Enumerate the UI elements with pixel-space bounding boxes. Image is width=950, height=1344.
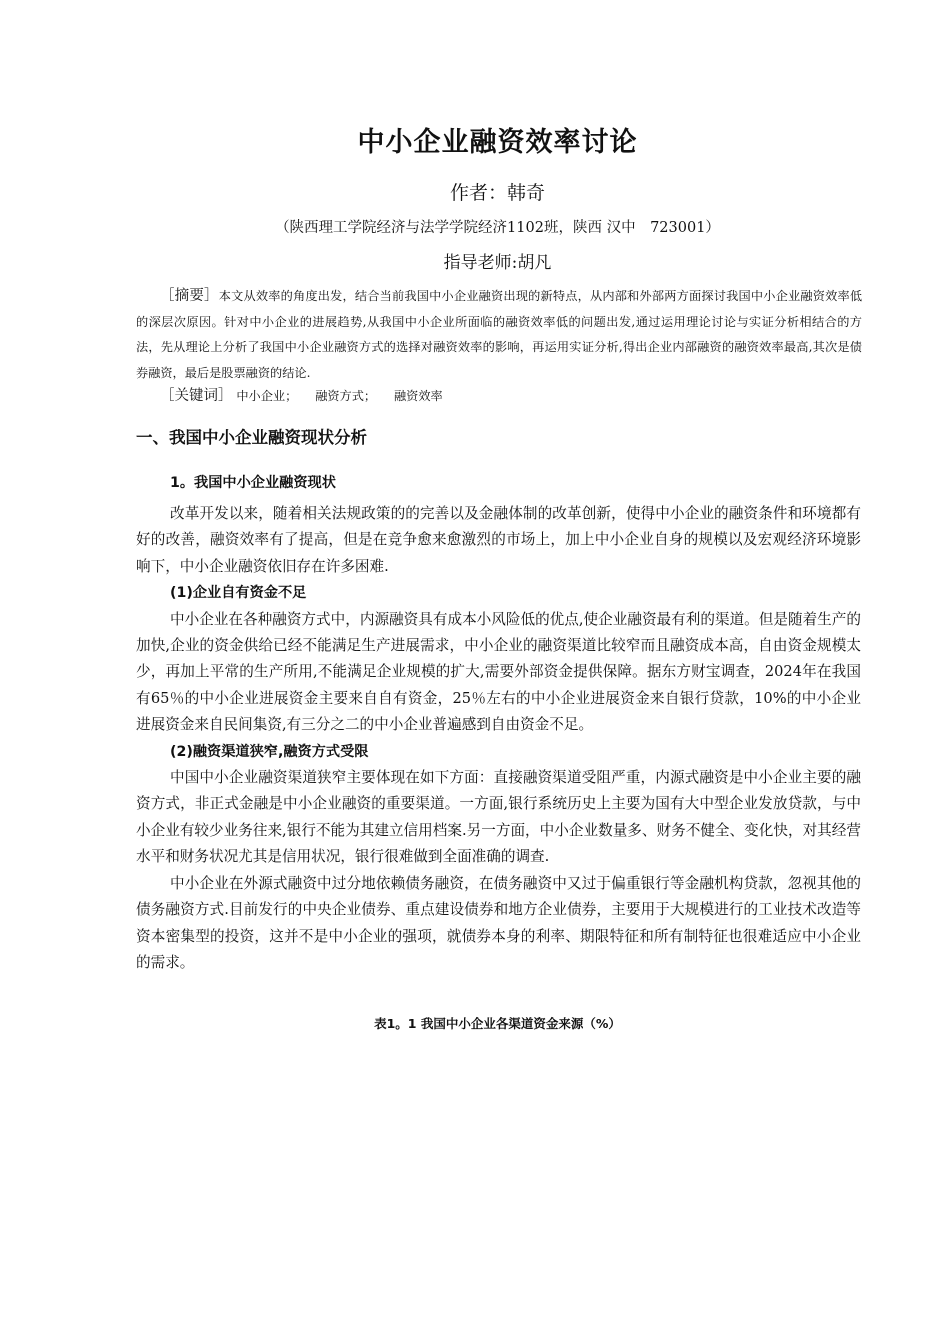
paper-title: 中小企业融资效率讨论	[357, 127, 638, 158]
paragraph-point1: 中小企业在各种融资方式中，内源融资具有成本小风险低的优点,使企业融资最有利的渠道。但是随着生产的加快,企业的资金供给已经不能满足生产进展需求，中小企业的融资渠道比较窄而且融资成本高，自由资金规模太少，再加上平常的生产所用,不能满足企业规模的扩大,需要外部资金提供保障。据东方财宝调查，2024年在我国有65％的中小企业进展资金主要来自自有资金，25％左右的中小企业进展资金来自银行贷款，10%的中小企业进展资金来自民间集资,有三分之二的中小企业普遍感到自由资金不足。	[136, 610, 861, 734]
paragraph-intro: 改革开发以来，随着相关法规政策的的完善以及金融体制的改革创新，使得中小企业的融资条件和环境都有好的改善，融资效率有了提高，但是在竞争愈来愈激烈的市场上，加上中小企业自身的规模以及宏观经济环境影响下，中小企业融资依旧存在许多困难.	[136, 505, 861, 575]
subsection-heading: 1。我国中小企业融资现状	[170, 475, 336, 491]
point-heading-2: (2)融资渠道狭窄,融资方式受限	[170, 743, 369, 760]
table-caption: 表1。1 我国中小企业各渠道资金来源（%）	[374, 1016, 621, 1031]
paragraph-point2-b: 中小企业在外源式融资中过分地依赖债务融资，在债务融资中又过于偏重银行等金融机构贷款，忽视其他的债务融资方式.目前发行的中央企业债券、重点建设债券和地方企业债券，主要用于大规模进行的工业技术改造等资本密集型的投资，这并不是中小企业的强项，就债券本身的利率、期限特征和所有制特征也很难适应中小企业的需求。	[136, 874, 861, 971]
abstract-label: ［摘要］	[160, 288, 219, 304]
point-heading-1: (1)企业自有资金不足	[170, 585, 307, 602]
body-text	[136, 501, 861, 976]
affiliation-line: （陕西理工学院经济与法学学院经济1102班，陕西 汉中 723001）	[275, 220, 720, 236]
abstract-block	[136, 284, 862, 386]
keyword-item: 融资方式；	[315, 389, 377, 403]
keywords-block	[160, 384, 457, 409]
keyword-item: 中小企业；	[236, 389, 298, 403]
section-heading: 一、我国中小企业融资现状分析	[136, 428, 367, 447]
advisor-line: 指导老师:胡凡	[443, 253, 552, 273]
abstract-text: 本文从效率的角度出发，结合当前我国中小企业融资出现的新特点，从内部和外部两方面探讨我国中小企业融资效率低的深层次原因。针对中小企业的进展趋势,从我国中小企业所面临的融资效率低的问题出发,通过运用理论讨论与实证分析相结合的方法，先从理论上分析了我国中小企业融资方式的选择对融资效率的影响，再运用实证分析,得出企业内部融资的融资效率最高,其次是债券融资，最后是股票融资的结论.	[136, 289, 863, 380]
author-line: 作者：韩奇	[449, 182, 545, 204]
paragraph-point2-a: 中国中小企业融资渠道狭窄主要体现在如下方面：直接融资渠道受阻严重，内源式融资是中小企业主要的融资方式，非正式金融是中小企业融资的重要渠道。一方面,银行系统历史上主要为国有大中型企业发放贷款，与中小企业有较少业务往来,银行不能为其建立信用档案.另一方面，中小企业数量多、财务不健全、变化快，对其经营水平和财务状况尤其是信用状况，银行很难做到全面准确的调查.	[136, 769, 861, 866]
keywords-label: ［关键词］	[160, 388, 233, 404]
keyword-item: 融资效率	[394, 389, 443, 403]
